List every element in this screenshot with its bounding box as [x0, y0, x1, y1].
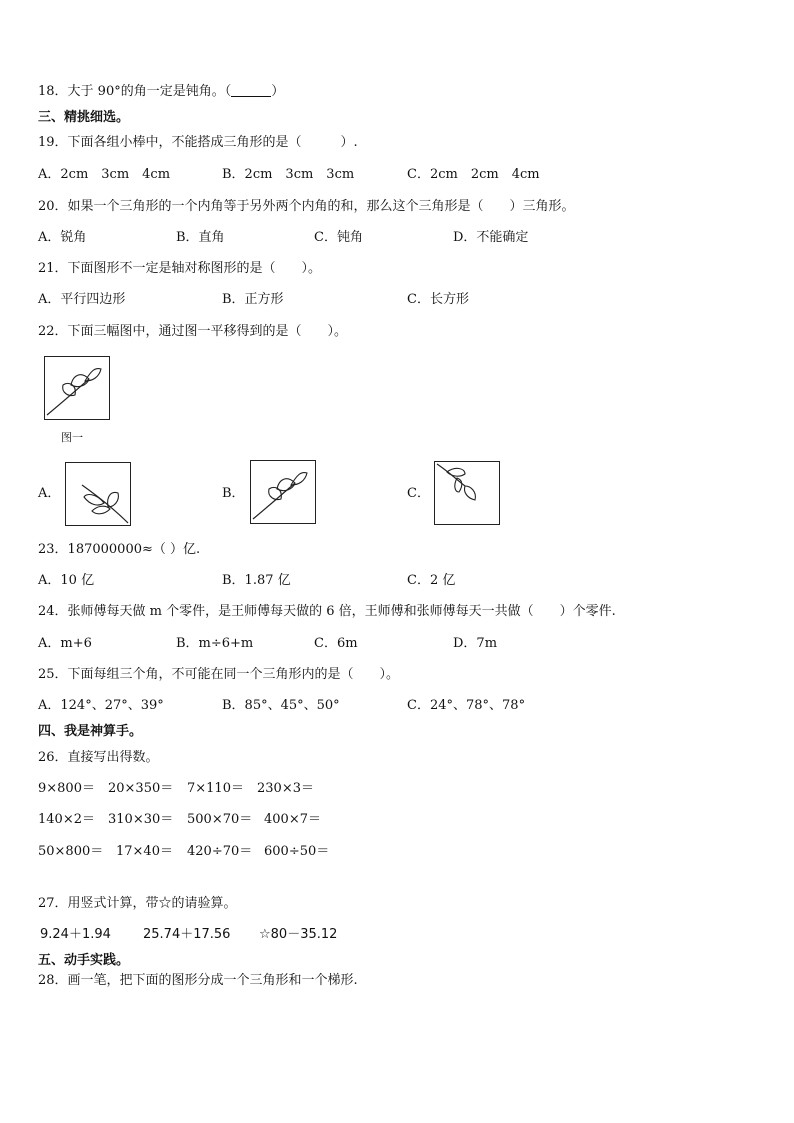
calc-item: 140×2＝ — [38, 812, 95, 827]
question-23-text: 23．187000000≈（ ）亿. — [38, 542, 201, 557]
q22-option-a-figure[interactable] — [65, 462, 131, 526]
calc-item: 17×40＝ — [116, 844, 173, 859]
q22-option-b-figure[interactable] — [250, 460, 316, 524]
q20-option-b[interactable]: B．直角 — [176, 230, 225, 245]
calc-item: 600÷50＝ — [264, 844, 330, 859]
question-22-text: 22．下面三幅图中，通过图一平移得到的是（ ）。 — [38, 324, 348, 339]
q22-option-b-label[interactable]: B． — [222, 486, 245, 501]
question-24-text: 24．张师傅每天做 m 个零件，是王师傅每天做的 6 倍，王师傅和张师傅每天一共做（ ）个零件. — [38, 604, 616, 619]
branch-icon — [251, 461, 314, 522]
branch-icon — [66, 463, 129, 524]
q24-option-b[interactable]: B．m÷6+m — [176, 636, 254, 651]
question-20-text: 20．如果一个三角形的一个内角等于另外两个内角的和，那么这个三角形是（ ）三角形。 — [38, 199, 575, 214]
section-3-heading: 三、精挑细选。 — [38, 110, 130, 125]
q23-option-c[interactable]: C．2 亿 — [407, 573, 456, 588]
q23-option-b[interactable]: B．1.87 亿 — [222, 573, 291, 588]
vertical-calc-1: 9.24＋1.94 — [40, 927, 111, 942]
calc-item: 9×800＝ — [38, 781, 95, 796]
q24-option-d[interactable]: D．7m — [453, 636, 498, 651]
calc-item: 420÷70＝ — [187, 844, 253, 859]
question-28-text: 28．画一笔，把下面的图形分成一个三角形和一个梯形. — [38, 973, 358, 988]
question-18-close: ） — [271, 84, 285, 99]
q25-option-b[interactable]: B．85°、45°、50° — [222, 698, 340, 713]
calc-item: 7×110＝ — [187, 781, 244, 796]
figure-one-caption: 图一 — [61, 431, 83, 444]
answer-blank[interactable] — [231, 84, 271, 97]
branch-icon — [435, 462, 498, 523]
question-27-text: 27．用竖式计算，带☆的请验算。 — [38, 896, 237, 911]
q22-option-c-label[interactable]: C． — [407, 486, 430, 501]
question-21-text: 21．下面图形不一定是轴对称图形的是（ ）。 — [38, 261, 322, 276]
vertical-calc-3: ☆80－35.12 — [259, 927, 338, 942]
calc-item: 230×3＝ — [257, 781, 314, 796]
q24-option-a[interactable]: A．m+6 — [38, 636, 92, 651]
vertical-calc-2: 25.74＋17.56 — [143, 927, 231, 942]
q21-option-b[interactable]: B．正方形 — [222, 292, 284, 307]
q19-option-b[interactable]: B．2cm 3cm 3cm — [222, 167, 355, 182]
calc-item: 310×30＝ — [108, 812, 174, 827]
q24-option-c[interactable]: C．6m — [314, 636, 358, 651]
q19-option-c[interactable]: C．2cm 2cm 4cm — [407, 167, 540, 182]
branch-icon — [45, 357, 108, 418]
question-18-text: 18．大于 90°的角一定是钝角。（ — [38, 84, 232, 99]
calc-item: 20×350＝ — [108, 781, 174, 796]
q21-option-a[interactable]: A．平行四边形 — [38, 292, 126, 307]
q22-option-c-figure[interactable] — [434, 461, 500, 525]
q20-option-a[interactable]: A．锐角 — [38, 230, 87, 245]
calc-item: 500×70＝ — [187, 812, 253, 827]
q25-option-c[interactable]: C．24°、78°、78° — [407, 698, 526, 713]
q21-option-c[interactable]: C．长方形 — [407, 292, 469, 307]
calc-item: 400×7＝ — [264, 812, 321, 827]
section-5-heading: 五、动手实践。 — [38, 953, 130, 968]
q22-option-a-label[interactable]: A． — [38, 486, 61, 501]
q23-option-a[interactable]: A．10 亿 — [38, 573, 95, 588]
figure-one — [44, 356, 110, 420]
question-19-text: 19．下面各组小棒中，不能搭成三角形的是（ ）. — [38, 135, 358, 150]
section-4-heading: 四、我是神算手。 — [38, 724, 143, 739]
question-18 — [38, 84, 284, 100]
calc-item: 50×800＝ — [38, 844, 104, 859]
question-26-text: 26．直接写出得数。 — [38, 750, 159, 765]
q20-option-d[interactable]: D．不能确定 — [453, 230, 529, 245]
q25-option-a[interactable]: A．124°、27°、39° — [38, 698, 164, 713]
question-25-text: 25．下面每组三个角，不可能在同一个三角形内的是（ ）。 — [38, 667, 400, 682]
q19-option-a[interactable]: A．2cm 3cm 4cm — [38, 167, 171, 182]
q20-option-c[interactable]: C．钝角 — [314, 230, 363, 245]
